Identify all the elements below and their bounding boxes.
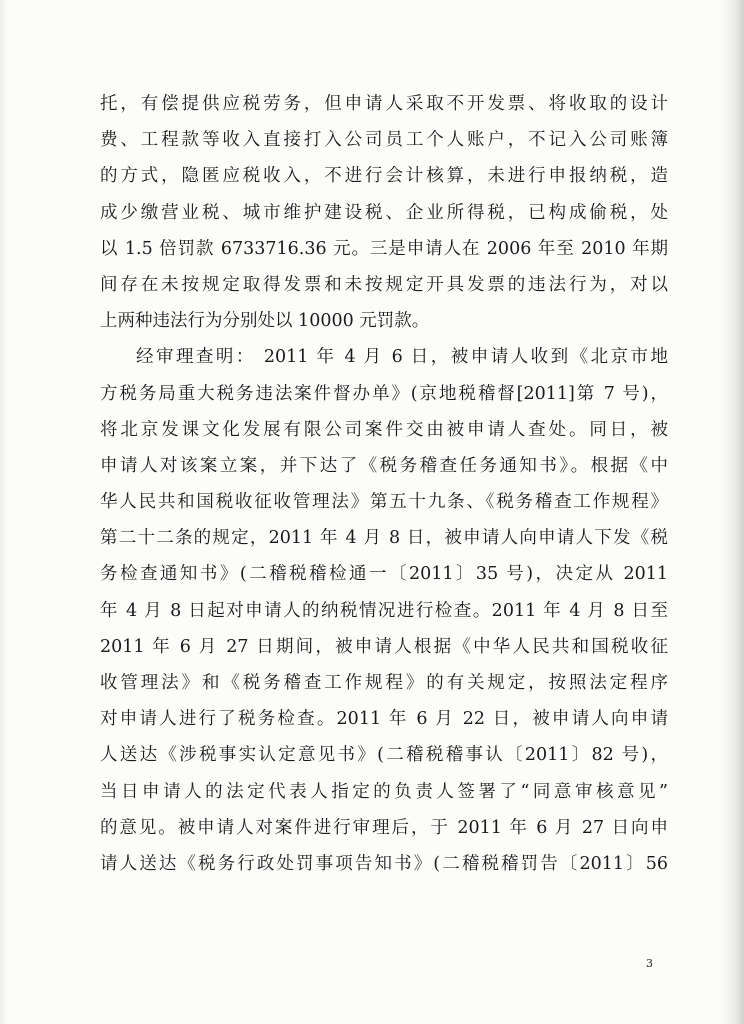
text-line-16: 2011 年 6 月 27 日期间，被申请人根据《中华人民共和国税收征 xyxy=(100,636,668,657)
text-line-15: 年 4 月 8 日起对申请人的纳税情况进行检查。2011 年 4 月 8 日至 xyxy=(100,600,668,621)
text-line-8: 经审理查明： 2011 年 4 月 6 日，被申请人收到《北京市地 xyxy=(136,347,668,368)
text-line-7: 上两种违法行为分别处以 10000 元罚款。 xyxy=(100,311,430,332)
text-line-9: 方税务局重大税务违法案件督办单》(京地税稽督[2011]第 7 号)， xyxy=(100,383,668,404)
text-line-20: 当日申请人的法定代表人指定的负责人签署了“同意审核意见” xyxy=(100,781,668,802)
body-text xyxy=(100,86,668,882)
text-line-13: 第二十二条的规定，2011 年 4 月 8 日，被申请人向申请人下发《税 xyxy=(100,528,668,549)
text-line-12: 华人民共和国税收征收管理法》第五十九条、《税务稽查工作规程》 xyxy=(100,492,668,513)
text-line-21: 的意见。被申请人对案件进行审理后，于 2011 年 6 月 27 日向申 xyxy=(100,817,668,838)
page-right-edge-shadow xyxy=(722,0,744,1024)
page-left-edge-shadow xyxy=(0,0,8,1024)
text-line-2: 费、工程款等收入直接打入公司员工个人账户，不记入公司账簿 xyxy=(100,130,668,151)
text-line-11: 申请人对该案立案，并下达了《税务稽查任务通知书》。根据《中 xyxy=(100,455,668,476)
text-line-22: 请人送达《税务行政处罚事项告知书》(二稽税稽罚告〔2011〕56 xyxy=(100,853,668,874)
text-line-5: 以 1.5 倍罚款 6733716.36 元。三是申请人在 2006 年至 2010 年期 xyxy=(100,238,668,259)
text-line-6: 间存在未按规定取得发票和未按规定开具发票的违法行为，对以 xyxy=(100,274,668,295)
text-line-19: 人送达《涉税事实认定意见书》(二稽税稽事认〔2011〕82 号)， xyxy=(100,745,668,766)
page-number: 3 xyxy=(646,957,653,970)
text-line-3: 的方式，隐匿应税收入，不进行会计核算，未进行申报纳税，造 xyxy=(100,166,668,187)
text-line-14: 务检查通知书》(二稽税稽检通一〔2011〕35 号)，决定从 2011 xyxy=(100,564,668,585)
text-line-1: 托，有偿提供应税劳务，但申请人采取不开发票、将收取的设计 xyxy=(100,94,668,114)
text-line-10: 将北京发课文化发展有限公司案件交由被申请人查处。同日，被 xyxy=(100,419,668,440)
text-line-4: 成少缴营业税、城市维护建设税、企业所得税，已构成偷税，处 xyxy=(100,202,668,223)
text-line-18: 对申请人进行了税务检查。2011 年 6 月 22 日，被申请人向申请 xyxy=(100,709,668,730)
text-line-17: 收管理法》和《税务稽查工作规程》的有关规定，按照法定程序 xyxy=(100,673,668,693)
